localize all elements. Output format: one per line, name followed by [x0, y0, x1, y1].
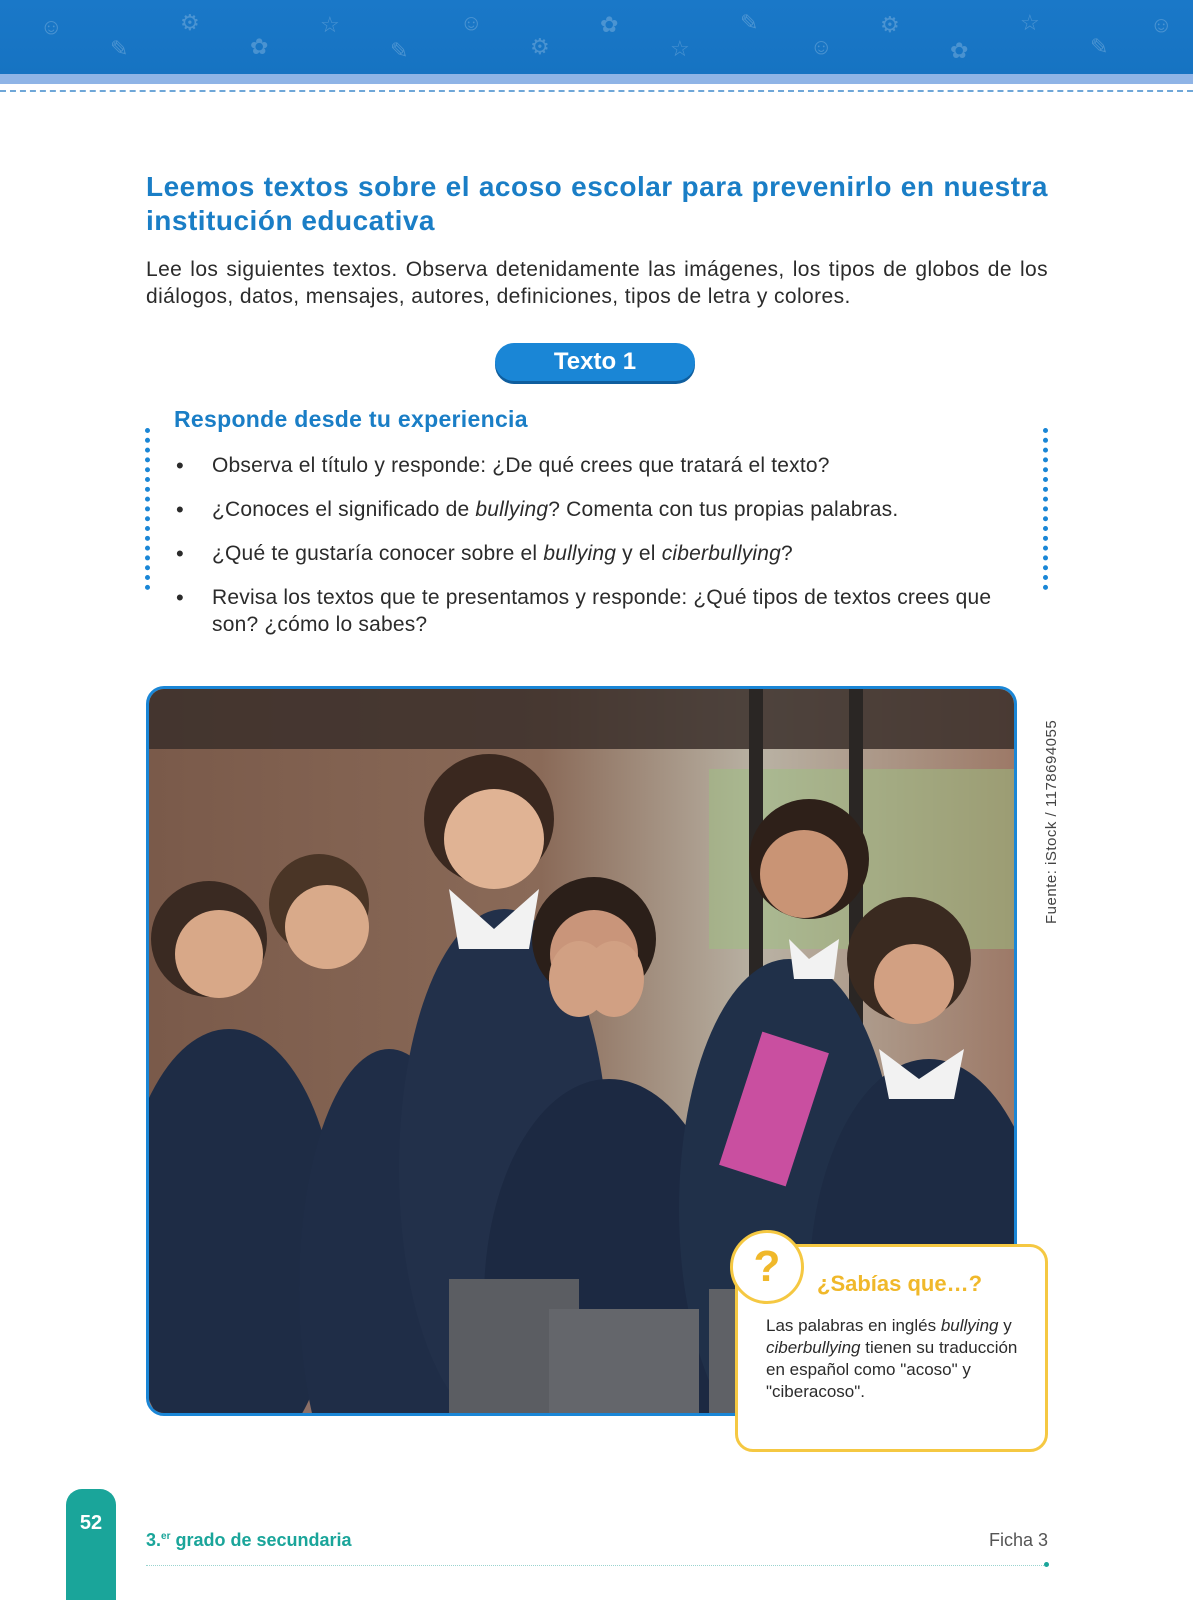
bullet-icon: • — [176, 497, 184, 522]
list-item — [174, 584, 1030, 638]
doodle-icon: ✎ — [1090, 34, 1109, 59]
doodle-icon: ⚙ — [880, 12, 900, 37]
did-you-know-text-part: Las palabras en inglés — [766, 1316, 941, 1335]
did-you-know-text — [766, 1315, 1026, 1403]
photo-credit: Fuente: iStock / 1178694055 — [1043, 719, 1060, 924]
question-mark-icon: ? — [730, 1230, 804, 1304]
did-you-know-text-part: tienen su traducción en español como "acoso" y "ciberacoso". — [766, 1338, 1018, 1401]
footer-ficha: Ficha 3 — [988, 1530, 1048, 1550]
question-emphasis: bullying — [475, 498, 549, 521]
text-label-pill: Texto 1 — [495, 343, 695, 381]
grade-number: 3. — [146, 1530, 162, 1550]
question-text-part: y el — [616, 542, 662, 565]
doodle-icon: ☺ — [810, 34, 833, 59]
doodle-icon: ☺ — [460, 10, 483, 35]
doodle-icon: ☆ — [670, 36, 690, 61]
doodle-icon: ✿ — [950, 38, 969, 63]
did-you-know-text-part: y — [998, 1316, 1012, 1335]
dotted-border-right — [1043, 428, 1052, 590]
page-number-tab — [66, 1489, 116, 1600]
footer-grade — [146, 1530, 352, 1551]
question-text: Revisa los textos que te presentamos y responde: ¿Qué tipos de textos crees que son? ¿cómo lo sabes? — [212, 586, 992, 636]
footer-dotted-line — [146, 1565, 1048, 1566]
did-you-know-emphasis: bullying — [940, 1316, 999, 1335]
list-item — [174, 452, 1030, 479]
doodle-icon: ☆ — [1020, 10, 1040, 35]
bullet-icon: • — [176, 585, 184, 610]
did-you-know-emphasis: ciberbullying — [766, 1338, 861, 1357]
bullet-icon: • — [176, 541, 184, 566]
doodle-icon: ⚙ — [530, 34, 550, 59]
page-number: 52 — [79, 1512, 103, 1534]
experience-questions — [174, 452, 1030, 655]
question-emphasis: ciberbullying — [661, 542, 782, 565]
doodle-icon: ⚙ — [180, 10, 200, 35]
experience-heading: Responde desde tu experiencia — [174, 406, 528, 432]
question-text-part: ¿Qué te gustaría conocer sobre el — [212, 542, 544, 565]
footer-end-dot — [1044, 1562, 1049, 1567]
doodle-icon: ✎ — [110, 36, 129, 61]
did-you-know-title: ¿Sabías que…? — [817, 1271, 983, 1296]
dotted-border-left — [145, 428, 154, 590]
header-band — [0, 74, 1193, 84]
page-title: Leemos textos sobre el acoso escolar para prevenirlo en nuestra institución educativa — [146, 171, 1048, 236]
doodle-icon: ✎ — [740, 10, 759, 35]
grade-ordinal: er — [161, 1531, 171, 1542]
doodle-icon: ✿ — [600, 12, 619, 37]
list-item — [174, 496, 1030, 523]
question-text: Observa el título y responde: ¿De qué crees que tratará el texto? — [212, 454, 830, 477]
question-text-part: ¿Conoces el significado de — [212, 498, 476, 521]
doodle-icon: ☺ — [1150, 12, 1173, 37]
doodle-icon: ✿ — [250, 34, 269, 59]
list-item — [174, 540, 1030, 567]
grade-label: grado de secundaria — [170, 1530, 352, 1550]
header-dashed-divider — [0, 90, 1193, 92]
doodle-icon: ☆ — [320, 12, 340, 37]
doodle-icon: ✎ — [390, 38, 409, 63]
bullet-icon: • — [176, 453, 184, 478]
question-text-part: ? — [781, 542, 793, 565]
question-text-part: ? Comenta con tus propias palabras. — [548, 498, 899, 521]
intro-paragraph: Lee los siguientes textos. Observa detenidamente las imágenes, los tipos de globos de los diálogos, datos, mensajes, autores, definiciones, tipos de letra y colores. — [146, 258, 1048, 308]
header-banner — [0, 0, 1193, 74]
question-emphasis: bullying — [543, 542, 617, 565]
doodle-icon: ☺ — [40, 14, 63, 39]
